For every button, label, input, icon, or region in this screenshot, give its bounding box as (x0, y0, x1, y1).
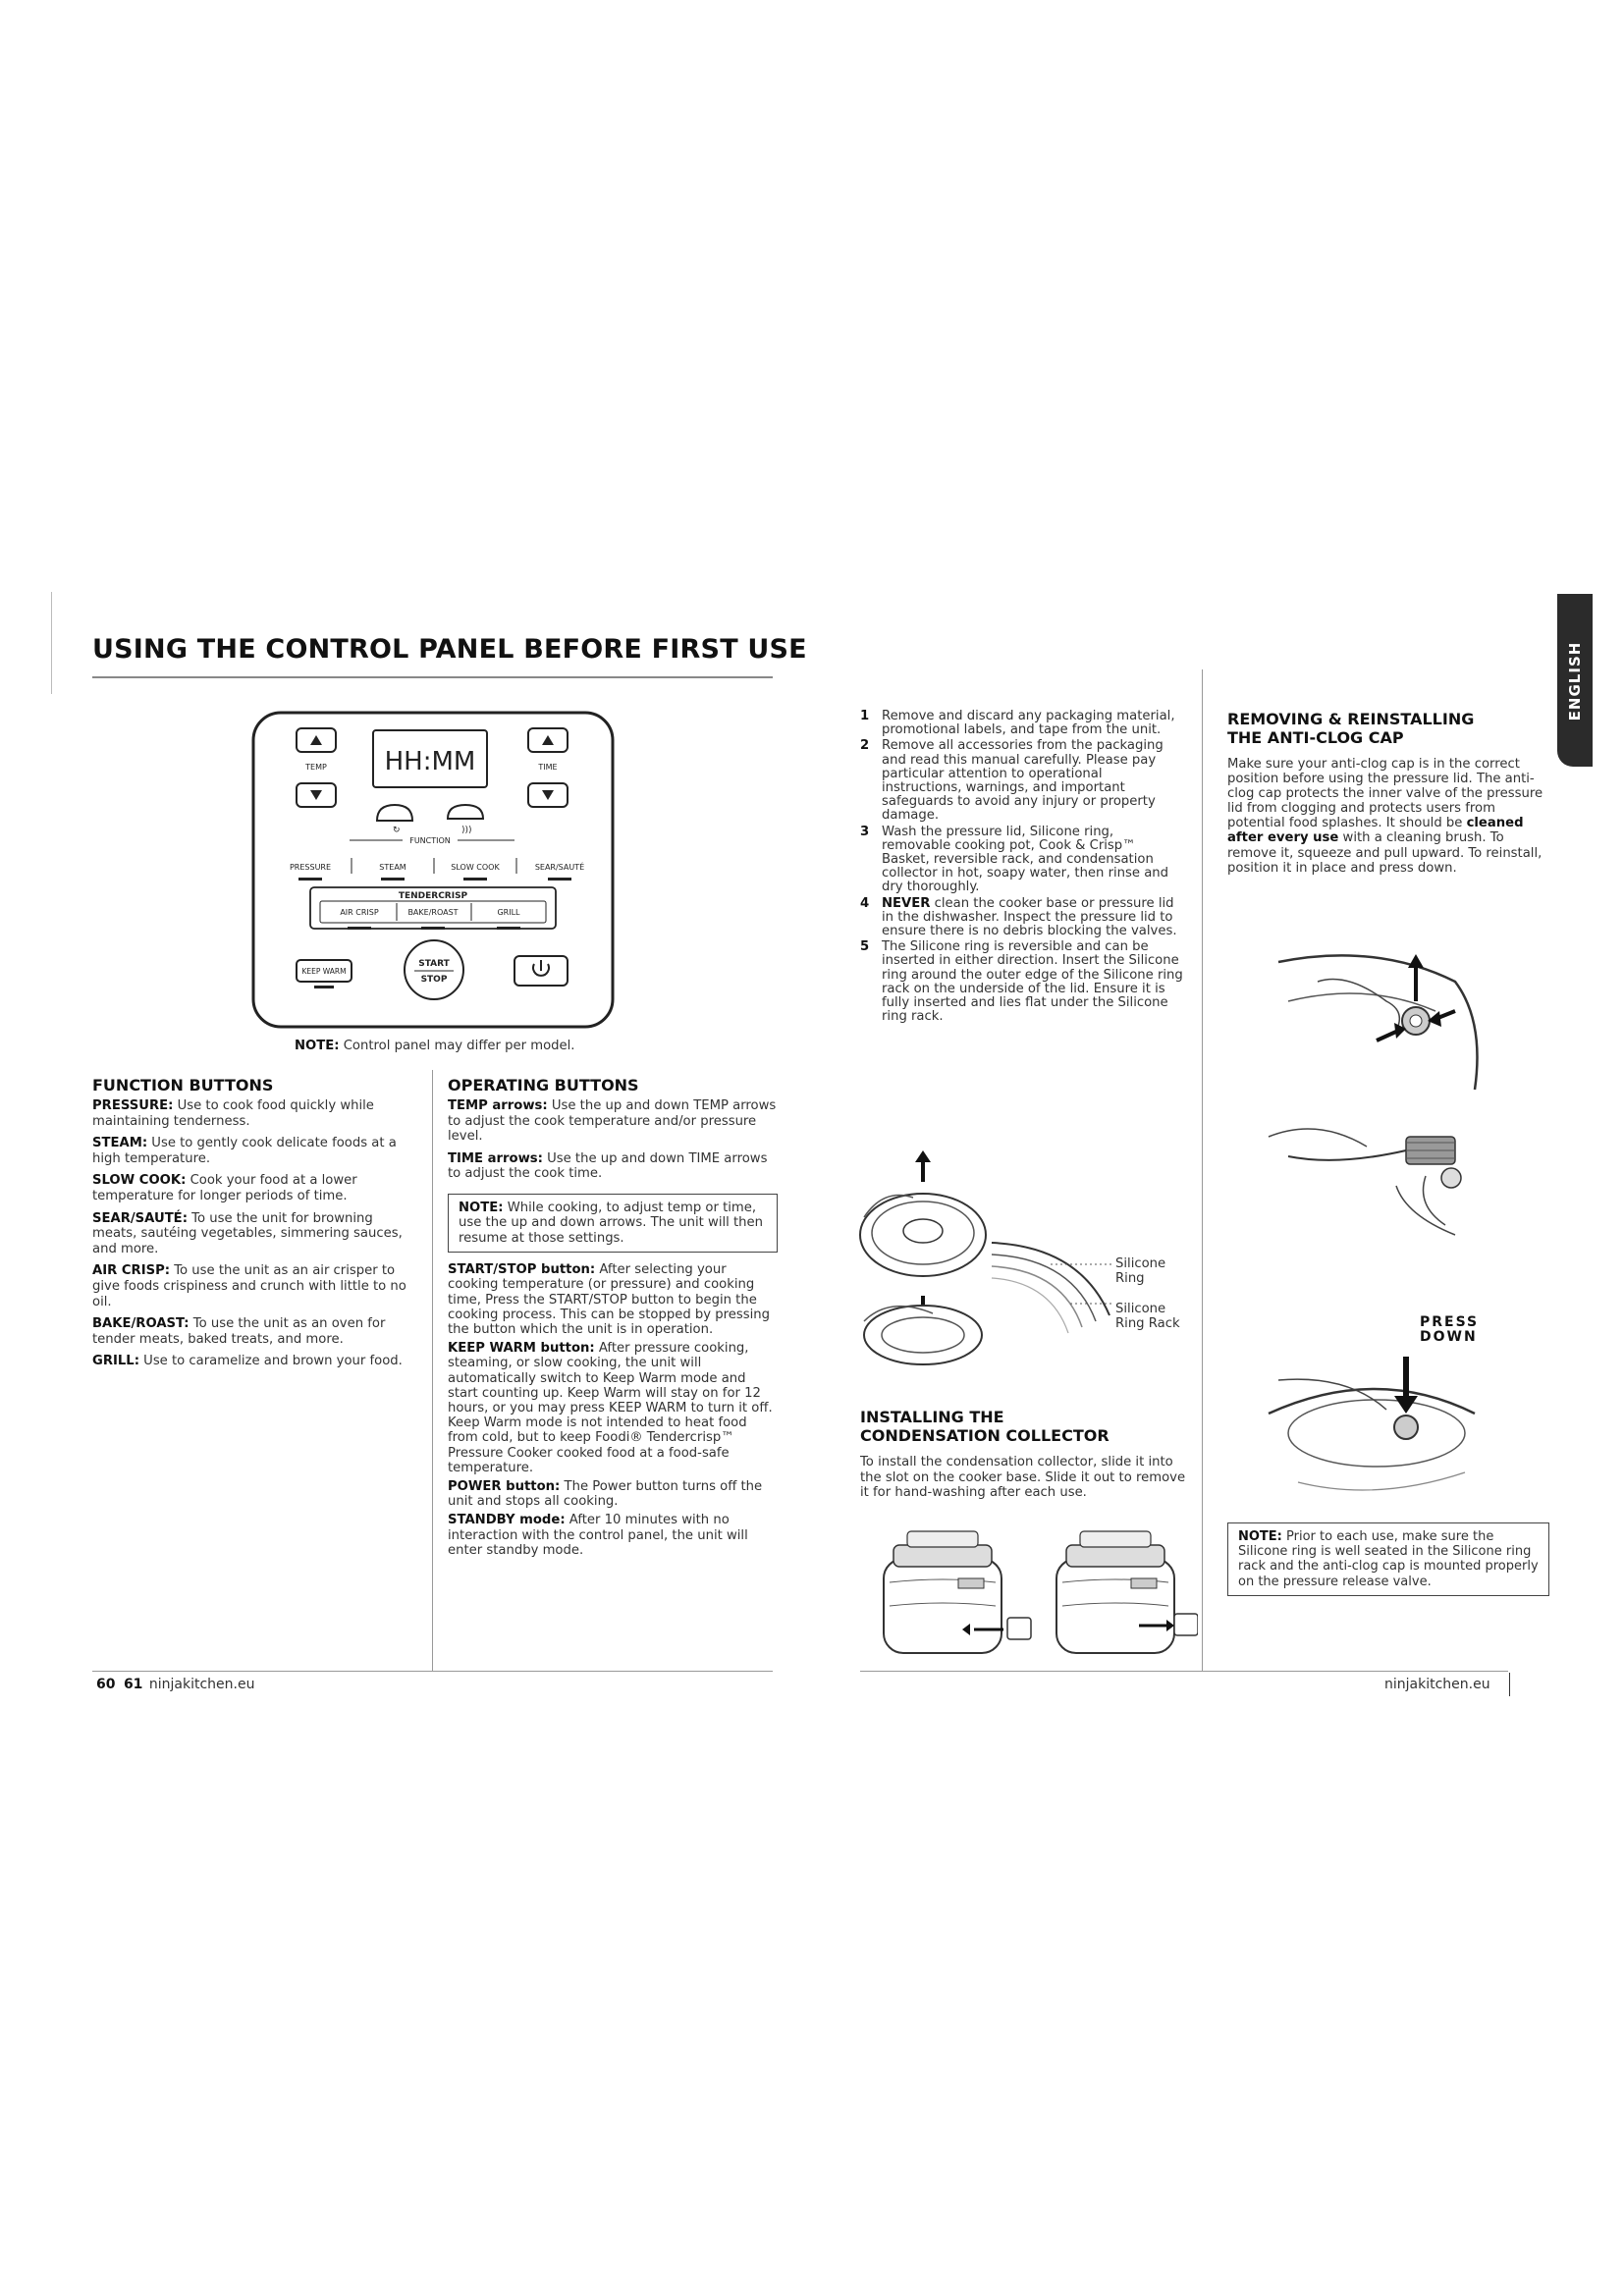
step-item: 5 The Silicone ring is reversible and can be inserted in either direction. Insert the Silicone ring around the outer edge of the Silicone ring rack on the underside of the lid. Ensure it is fully inserted and lies flat under the Silicone ring rack. (860, 939, 1183, 1025)
function-slow-cook[interactable]: SLOW COOK (451, 863, 500, 872)
site-url-left: ninjakitchen.eu (148, 1677, 255, 1692)
silicone-ring-label: Silicone Ring (1115, 1256, 1166, 1286)
operating-buttons-heading: OPERATING BUTTONS (448, 1076, 639, 1095)
page-title: USING THE CONTROL PANEL BEFORE FIRST USE (92, 634, 807, 665)
title-rule (92, 676, 773, 678)
condensation-collector-illustration (864, 1523, 1198, 1661)
function-desc-grill: GRILL: Use to caramelize and brown your food. (92, 1354, 403, 1369)
function-label: FUNCTION (409, 836, 451, 845)
language-tab-label: ENGLISH (1566, 641, 1584, 721)
time-arrows-desc: TIME arrows: Use the up and down TIME arrows to adjust the cook time. (448, 1150, 768, 1182)
function-pressure[interactable]: PRESSURE (289, 863, 332, 872)
function-sear-saute[interactable]: SEAR/SAUTÉ (534, 863, 585, 872)
step-item: 2 Remove all accessories from the packaging and read this manual carefully. Please pay particular attention to operational instructions, warnings, and important safeguards to avoid any injury or property damage. (860, 738, 1164, 824)
condensation-heading: INSTALLING THE CONDENSATION COLLECTOR (860, 1408, 1110, 1445)
margin-mark (51, 592, 52, 694)
temp-label: TEMP (305, 763, 327, 772)
function-desc-slow-cook: SLOW COOK: Cook your food at a lower temperature for longer periods of time. (92, 1173, 357, 1203)
anti-clog-heading: REMOVING & REINSTALLING THE ANTI-CLOG CAP (1227, 710, 1475, 747)
press-down-label: PRESS DOWN (1420, 1314, 1480, 1345)
first-use-steps (860, 710, 1186, 1026)
start-stop-desc: START/STOP button: After selecting your cooking temperature (or pressure) and cooking time, Press the START/STOP button to begin the cooking process. This can be stopped by pressing the button which the unit is in operation. (448, 1262, 771, 1337)
anti-clog-text: Make sure your anti-clog cap is in the correct position before using the pressure lid. The anti-clog cap protects the inner valve of the pressure lid from clogging and protects users from potential food splashes. It should be cleaned after every use with a cleaning brush. To remove it, squeeze and pull upward. To reinstall, position it in place and press down. (1227, 757, 1543, 876)
stop-label: STOP (420, 975, 448, 985)
operating-buttons-section (448, 1076, 778, 1562)
condensation-text: To install the condensation collector, slide it into the slot on the cooker base. Slide it out to remove it for hand-washing after each use. (860, 1455, 1186, 1501)
anti-clog-section (1227, 710, 1543, 876)
steam-symbol-icon: ))) (461, 826, 472, 835)
tendercrisp-label: TENDERCRISP (398, 891, 468, 901)
footer-left (96, 1677, 254, 1692)
control-panel-diagram (251, 711, 617, 1035)
condensation-section (860, 1408, 1190, 1501)
footer-rule-right (860, 1671, 1508, 1672)
start-label: START (418, 959, 450, 969)
page-number-right: 61 (123, 1677, 143, 1692)
anti-clog-note-box: NOTE: Prior to each use, make sure the Silicone ring is well seated in the Silicone ring rack and the anti-clog cap is mounted properly on the pressure release valve. (1227, 1522, 1549, 1596)
column-divider (1202, 669, 1203, 1671)
time-label: TIME (538, 763, 558, 772)
operating-note-box: NOTE: While cooking, to adjust temp or time, use the up and down arrows. The unit will then resume at those settings. (448, 1194, 778, 1253)
start-stop-button[interactable] (405, 940, 463, 999)
function-buttons-heading: FUNCTION BUTTONS (92, 1076, 274, 1095)
display-readout: HH:MM (384, 747, 476, 776)
cleaning-brush-illustration (1259, 1107, 1485, 1245)
pressure-symbol-icon: ↻ (393, 826, 401, 835)
page-number-left: 60 (96, 1677, 116, 1692)
anti-clog-press-illustration (1259, 1345, 1485, 1512)
power-desc: POWER button: The Power button turns off the unit and stops all cooking. (448, 1479, 763, 1510)
function-buttons-section (92, 1076, 412, 1376)
temp-arrows-desc: TEMP arrows: Use the up and down TEMP arrows to adjust the cook temperature and/or pressure level. (448, 1098, 777, 1145)
function-bake-roast[interactable]: BAKE/ROAST (407, 908, 459, 917)
function-air-crisp[interactable]: AIR CRISP (340, 908, 379, 917)
step-item: 4 NEVER clean the cooker base or pressure lid in the dishwasher. Inspect the pressure lid to ensure there is no debris blocking the valves. (860, 895, 1177, 939)
standby-desc: STANDBY mode: After 10 minutes with no interaction with the control panel, the unit will enter standby mode. (448, 1513, 748, 1558)
silicone-ring-rack-label: Silicone Ring Rack (1115, 1302, 1180, 1331)
function-grill[interactable]: GRILL (497, 908, 520, 917)
step-item: 1 Remove and discard any packaging material, promotional labels, and tape from the unit. (860, 709, 1175, 738)
language-tab (1557, 594, 1593, 767)
function-steam[interactable]: STEAM (379, 863, 406, 872)
keep-warm-label: KEEP WARM (301, 967, 347, 976)
function-desc-bake-roast: BAKE/ROAST: To use the unit as an oven for tender meats, baked treats, and more. (92, 1316, 386, 1347)
site-url-right: ninjakitchen.eu (1384, 1677, 1490, 1692)
control-panel-note: NOTE: Control panel may differ per model. (295, 1039, 575, 1053)
column-divider (432, 1070, 433, 1671)
function-desc-steam: STEAM: Use to gently cook delicate foods at a high temperature. (92, 1136, 397, 1166)
function-desc-pressure: PRESSURE: Use to cook food quickly while maintaining tenderness. (92, 1098, 374, 1129)
footer-tick-right (1509, 1673, 1510, 1696)
step-item: 3 Wash the pressure lid, Silicone ring, removable cooking pot, Cook & Crisp™ Basket, reversible rack, and condensation collector in hot, soapy water, then rinse and dry thoroughly. (860, 824, 1169, 895)
keep-warm-desc: KEEP WARM button: After pressure cooking, steaming, or slow cooking, the unit will automatically switch to Keep Warm mode and start counting up. Keep Warm will stay on for 12 hours, or you may press KEEP WARM to turn it off. Keep Warm mode is not intended to heat food from cold, but to keep Foodi® Tendercrisp™ Pressure Cooker cooked food at a food-safe temperature. (448, 1341, 773, 1475)
function-desc-air-crisp: AIR CRISP: To use the unit as an air crisper to give foods crispiness and crunch with little to no oil. (92, 1263, 406, 1309)
footer-rule-left (92, 1671, 773, 1672)
function-desc-sear-saute: SEAR/SAUTÉ: To use the unit for browning meats, sautéing vegetables, simmering sauces, and more. (92, 1210, 403, 1256)
anti-clog-removal-illustration (1259, 942, 1485, 1099)
